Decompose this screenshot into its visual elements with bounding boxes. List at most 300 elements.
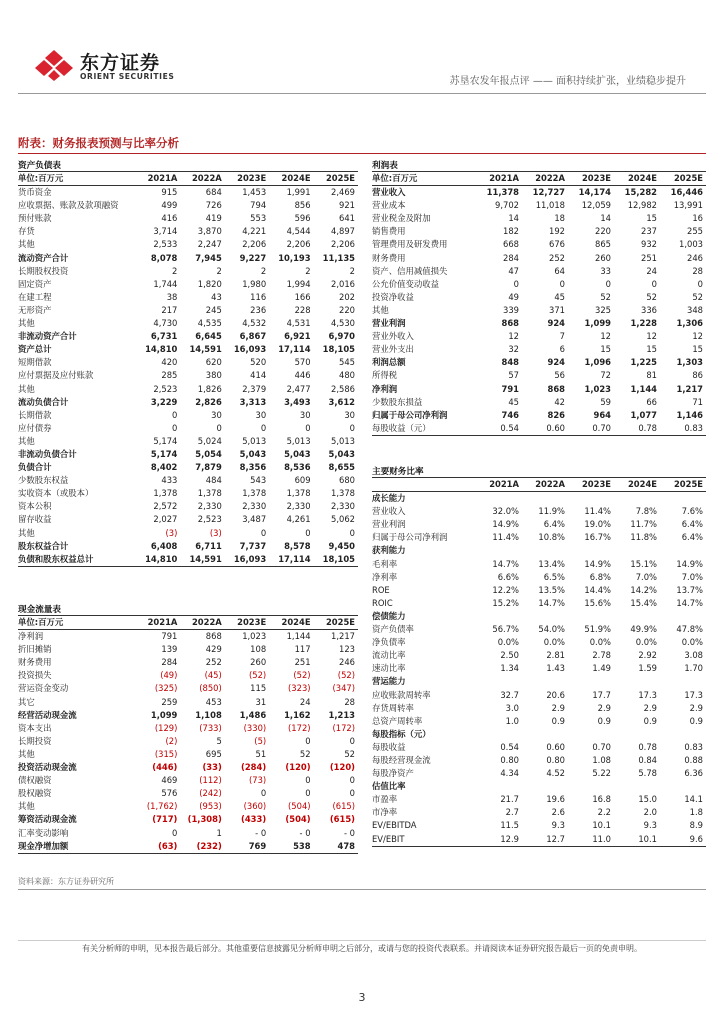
value-cell: 30: [255, 409, 267, 420]
value-cell: 676: [549, 239, 565, 250]
value-cell: (5): [254, 735, 267, 746]
value-cell: 6,921: [284, 331, 311, 342]
row-label: 其他: [18, 435, 35, 446]
value-cell: 9,227: [239, 252, 267, 263]
value-cell: 9.3: [643, 820, 657, 831]
table-row: [372, 662, 706, 675]
value-cell: 576: [161, 788, 178, 799]
value-cell: 1,820: [197, 278, 222, 289]
value-cell: 2,469: [331, 187, 355, 198]
value-cell: 2,330: [331, 501, 355, 512]
value-cell: 182: [503, 226, 519, 237]
value-cell: (232): [180, 840, 224, 854]
table-row: [372, 343, 706, 356]
logo-english-name: ORIENT SECURITIES: [80, 72, 175, 81]
value-cell: 2: [172, 265, 178, 276]
table-row: [18, 800, 358, 813]
value-cell: 56.7%: [492, 624, 519, 635]
row-label: 实收资本（或股本）: [18, 488, 94, 499]
value-cell: 17.3: [684, 689, 703, 700]
value-cell: 3.08: [684, 650, 703, 661]
value-cell: 4,532: [242, 318, 267, 329]
value-cell: 0: [216, 422, 222, 433]
value-cell: [568, 780, 614, 793]
row-label: 经营活动现金流: [18, 709, 77, 720]
value-cell: 16.8: [592, 794, 611, 805]
value-cell: 5,013: [286, 435, 311, 446]
value-cell: 7: [559, 331, 565, 342]
table-row: [372, 715, 706, 728]
value-cell: 252: [549, 252, 565, 263]
value-cell: 38: [166, 291, 178, 302]
table-row: [18, 748, 358, 761]
table-row: [372, 278, 706, 291]
value-cell: 9.3: [551, 820, 565, 831]
value-cell: 2,330: [242, 501, 267, 512]
row-label: 股权融资: [18, 788, 52, 799]
header-year-cell: 2025E: [660, 478, 706, 492]
header-year-cell: 2021A: [476, 478, 522, 492]
value-cell: 380: [205, 370, 222, 381]
header-year-cell: 2025E: [314, 172, 358, 186]
value-cell: 220: [595, 226, 611, 237]
value-cell: 5: [216, 735, 222, 746]
row-label: 货币资金: [18, 187, 52, 198]
value-cell: (45): [204, 670, 222, 681]
row-label: 投资活动现金流: [18, 762, 77, 773]
value-cell: [614, 675, 660, 688]
header-year-cell: 2024E: [614, 172, 660, 186]
value-cell: 2: [216, 265, 222, 276]
value-cell: 52: [299, 748, 311, 759]
header-year-cell: 2022A: [180, 172, 224, 186]
value-cell: 71: [692, 396, 703, 407]
value-cell: 1.43: [546, 663, 565, 674]
value-cell: 2,586: [331, 383, 355, 394]
table-row: [372, 675, 706, 688]
table-row: [372, 636, 706, 649]
value-cell: 0.9: [643, 715, 657, 726]
value-cell: 620: [205, 357, 222, 368]
value-cell: 0: [349, 775, 355, 786]
value-cell: 20.6: [546, 689, 565, 700]
value-cell: 545: [339, 357, 355, 368]
value-cell: 15.6%: [584, 597, 611, 608]
value-cell: 2,533: [153, 239, 178, 250]
value-cell: 1,378: [153, 488, 178, 499]
value-cell: 0.78: [614, 422, 660, 436]
value-cell: (330): [243, 722, 267, 733]
value-cell: 15,282: [624, 187, 657, 198]
row-label: 在建工程: [18, 291, 52, 302]
value-cell: [476, 544, 522, 557]
value-cell: 12: [508, 331, 519, 342]
value-cell: (33): [202, 762, 222, 773]
value-cell: 0: [305, 422, 311, 433]
row-label: 少数股东损益: [372, 396, 423, 407]
value-cell: 14,591: [189, 344, 222, 355]
row-label: 其他: [18, 318, 35, 329]
value-cell: 668: [503, 239, 519, 250]
table-row: [18, 527, 358, 540]
value-cell: (120): [329, 762, 355, 773]
table-row: [18, 722, 358, 735]
value-cell: 284: [161, 657, 178, 668]
value-cell: 2.9: [597, 702, 611, 713]
row-label: 销售费用: [372, 226, 406, 237]
value-cell: 11.0: [568, 833, 614, 847]
table-row: [18, 278, 358, 291]
value-cell: 420: [161, 357, 178, 368]
table-header-row: [18, 616, 358, 630]
value-cell: (49): [160, 670, 178, 681]
value-cell: 14.9%: [676, 558, 703, 569]
value-cell: 14,591: [180, 553, 224, 567]
value-cell: 2,206: [331, 239, 355, 250]
value-cell: [614, 544, 660, 557]
value-cell: 7.0%: [635, 571, 657, 582]
table-row: [372, 558, 706, 571]
row-label: 营运能力: [372, 676, 406, 687]
table-row: [372, 623, 706, 636]
value-cell: [568, 728, 614, 741]
value-cell: 6.4%: [543, 519, 565, 530]
value-cell: 2,206: [242, 239, 267, 250]
value-cell: 7.0%: [681, 571, 703, 582]
value-cell: [568, 544, 614, 557]
value-cell: 433: [161, 475, 178, 486]
value-cell: 0.0%: [635, 637, 657, 648]
row-label: 每股收益: [372, 741, 406, 752]
value-cell: 0.0%: [681, 637, 703, 648]
value-cell: 6.5%: [543, 571, 565, 582]
value-cell: 31: [255, 696, 267, 707]
value-cell: 856: [294, 200, 311, 211]
value-cell: 2.81: [546, 650, 565, 661]
header-year-cell: 2021A: [136, 616, 180, 630]
value-cell: 336: [641, 304, 657, 315]
value-cell: 166: [294, 291, 311, 302]
value-cell: 538: [269, 840, 313, 854]
value-cell: 348: [687, 304, 703, 315]
value-cell: (3): [209, 527, 222, 538]
value-cell: (315): [154, 748, 178, 759]
value-cell: [476, 675, 522, 688]
table-row: [372, 225, 706, 238]
value-cell: 5.22: [592, 768, 611, 779]
row-label: ROIC: [372, 597, 393, 608]
value-cell: 11.8%: [630, 532, 657, 543]
table-row: [372, 544, 706, 557]
value-cell: 5,174: [153, 435, 178, 446]
value-cell: 8.9: [689, 820, 703, 831]
value-cell: 4,544: [286, 226, 311, 237]
value-cell: 429: [205, 644, 222, 655]
row-label: 每股净资产: [372, 768, 414, 779]
value-cell: 12.7: [522, 833, 568, 847]
row-label: 资产、信用减值损失: [372, 265, 448, 276]
row-label: 财务费用: [18, 657, 52, 668]
value-cell: 11.5: [500, 820, 519, 831]
row-label: 留存收益: [18, 514, 52, 525]
value-cell: (323): [288, 683, 311, 694]
table-row: [18, 682, 358, 695]
value-cell: 0: [305, 527, 311, 538]
header-divider: [18, 93, 706, 94]
value-cell: 4,897: [331, 226, 355, 237]
value-cell: 220: [339, 304, 355, 315]
row-label: 其他: [18, 239, 35, 250]
value-cell: 6.8%: [589, 571, 611, 582]
value-cell: 0: [260, 422, 267, 433]
value-cell: 2.9: [551, 702, 565, 713]
value-cell: 0: [305, 788, 311, 799]
value-cell: 32.7: [500, 689, 519, 700]
row-label: 负债和股东权益总计: [18, 553, 136, 567]
value-cell: 21.7: [500, 794, 519, 805]
value-cell: 1,217: [331, 631, 355, 642]
value-cell: 15: [646, 344, 657, 355]
value-cell: 2.9: [689, 702, 703, 713]
value-cell: 6,867: [239, 331, 267, 342]
value-cell: (325): [154, 683, 178, 694]
value-cell: 52: [692, 291, 703, 302]
value-cell: 325: [595, 304, 611, 315]
row-label: 营业利润: [372, 318, 406, 329]
value-cell: 1,023: [242, 631, 267, 642]
value-cell: 921: [339, 200, 355, 211]
table-row: [18, 787, 358, 800]
row-label: 营运资金变动: [18, 683, 69, 694]
row-label: 估值比率: [372, 781, 406, 792]
value-cell: 14,810: [136, 553, 180, 567]
row-label: 营业税金及附加: [372, 213, 431, 224]
value-cell: 13,991: [673, 200, 703, 211]
value-cell: 15: [692, 344, 703, 355]
value-cell: 570: [294, 357, 311, 368]
table-row: [18, 735, 358, 748]
value-cell: 480: [339, 370, 355, 381]
table-row: [18, 304, 358, 317]
value-cell: [568, 675, 614, 688]
value-cell: 16,093: [225, 553, 269, 567]
table-row: [372, 186, 706, 200]
appendix-divider: [18, 153, 706, 154]
value-cell: 15.0: [638, 794, 657, 805]
value-cell: 641: [339, 213, 355, 224]
row-label: 利润总额: [372, 357, 406, 368]
row-label: 长期投资: [18, 735, 52, 746]
value-cell: (63): [136, 840, 180, 854]
value-cell: 414: [250, 370, 267, 381]
value-cell: (52): [293, 670, 311, 681]
value-cell: 1,108: [195, 709, 222, 720]
value-cell: 6,408: [150, 540, 178, 551]
value-cell: 2.50: [500, 650, 519, 661]
value-cell: 1.49: [592, 663, 611, 674]
value-cell: 3,313: [239, 396, 267, 407]
value-cell: 8,078: [150, 252, 178, 263]
row-label: 市盈率: [372, 794, 398, 805]
row-label: 所得税: [372, 370, 398, 381]
value-cell: 11,378: [486, 187, 519, 198]
row-label: 存货: [18, 226, 35, 237]
value-cell: (284): [241, 762, 267, 773]
table-row: [18, 774, 358, 787]
table-row: [372, 610, 706, 623]
value-cell: 12,059: [581, 200, 611, 211]
value-cell: 0: [513, 278, 519, 289]
value-cell: 14.9%: [584, 558, 611, 569]
value-cell: 339: [503, 304, 519, 315]
value-cell: [522, 780, 568, 793]
table-row: [18, 409, 358, 422]
table-row: [18, 461, 358, 474]
value-cell: 3.0: [505, 702, 519, 713]
value-cell: 0.60: [522, 422, 568, 436]
row-label: 营业收入: [372, 187, 406, 198]
value-cell: (733): [199, 722, 222, 733]
value-cell: 932: [641, 239, 657, 250]
row-label: 每股收益（元）: [372, 422, 476, 436]
table-row: [18, 317, 358, 330]
table-row: [18, 369, 358, 382]
value-cell: 915: [161, 187, 178, 198]
value-cell: 18: [554, 213, 565, 224]
value-cell: 15.1%: [630, 558, 657, 569]
table-row: [372, 767, 706, 780]
row-label: 净利润: [372, 383, 398, 394]
value-cell: 30: [299, 409, 311, 420]
value-cell: (172): [288, 722, 311, 733]
value-cell: 1,096: [584, 357, 611, 368]
row-label: 公允价值变动收益: [372, 278, 439, 289]
value-cell: - 0: [343, 827, 355, 838]
value-cell: 1,099: [584, 318, 611, 329]
value-cell: 791: [161, 631, 178, 642]
value-cell: 769: [225, 840, 269, 854]
value-cell: 2,247: [197, 239, 222, 250]
row-label: 归属于母公司净利润: [372, 532, 448, 543]
table-row: [372, 422, 706, 436]
row-label: 资本公积: [18, 501, 52, 512]
value-cell: 14.4%: [584, 584, 611, 595]
table-row: [18, 474, 358, 487]
row-label: 非流动资产合计: [18, 331, 77, 342]
value-cell: (433): [241, 814, 267, 825]
value-cell: 115: [250, 683, 267, 694]
value-cell: 0.9: [689, 715, 703, 726]
value-cell: 419: [205, 213, 222, 224]
value-cell: 695: [205, 748, 222, 759]
row-label: 少数股东权益: [18, 475, 69, 486]
value-cell: (2): [165, 735, 178, 746]
balance-sheet-title: 资产负债表: [18, 161, 61, 171]
value-cell: [476, 492, 522, 506]
value-cell: 2,027: [153, 514, 178, 525]
row-label: 其他: [18, 527, 35, 538]
value-cell: 86: [692, 370, 703, 381]
value-cell: 848: [501, 357, 519, 368]
value-cell: 3,714: [153, 226, 178, 237]
value-cell: 6,970: [328, 331, 355, 342]
value-cell: (52): [337, 670, 355, 681]
value-cell: [614, 780, 660, 793]
value-cell: 28: [692, 265, 703, 276]
value-cell: 56: [554, 370, 565, 381]
value-cell: 0: [305, 775, 311, 786]
value-cell: 24: [299, 696, 311, 707]
value-cell: (504): [288, 801, 311, 812]
value-cell: 47: [508, 265, 519, 276]
value-cell: 1,144: [630, 383, 657, 394]
value-cell: 13.5%: [538, 584, 565, 595]
value-cell: 2.92: [638, 650, 657, 661]
table-row: [18, 656, 358, 669]
table-row: [372, 741, 706, 754]
value-cell: 868: [205, 631, 222, 642]
value-cell: 4,261: [286, 514, 311, 525]
value-cell: 2,572: [153, 501, 178, 512]
value-cell: 45: [554, 291, 565, 302]
value-cell: (129): [154, 722, 178, 733]
value-cell: 2,379: [242, 383, 267, 394]
row-label: 筹资活动现金流: [18, 814, 77, 825]
row-label: 流动资产合计: [18, 252, 69, 263]
cash-flow-table: [18, 615, 358, 854]
row-label: 偿债能力: [372, 610, 406, 621]
table-row: [18, 343, 358, 356]
table-row: [372, 793, 706, 806]
value-cell: 6,711: [195, 540, 222, 551]
value-cell: 11,018: [535, 200, 565, 211]
value-cell: 59: [600, 396, 611, 407]
header-year-cell: 2023E: [225, 172, 269, 186]
value-cell: (1,308): [187, 814, 222, 825]
value-cell: 6,731: [150, 331, 178, 342]
value-cell: 30: [344, 409, 355, 420]
value-cell: 1.70: [684, 663, 703, 674]
ratios-table: [372, 477, 706, 847]
table-row: [372, 518, 706, 531]
value-cell: 4.52: [546, 768, 565, 779]
header-year-cell: 2021A: [136, 172, 180, 186]
table-row: [18, 669, 358, 682]
value-cell: 746: [501, 409, 519, 420]
row-label: 净利率: [372, 571, 398, 582]
value-cell: 0.83: [684, 741, 703, 752]
table-row: [18, 396, 358, 409]
value-cell: 284: [503, 252, 519, 263]
value-cell: 123: [339, 644, 355, 655]
value-cell: 1,306: [676, 318, 703, 329]
value-cell: 484: [205, 475, 222, 486]
table-row: [372, 252, 706, 265]
value-cell: 1,378: [197, 488, 222, 499]
value-cell: 13.4%: [538, 558, 565, 569]
value-cell: 0.0%: [543, 637, 565, 648]
value-cell: 5,043: [284, 448, 311, 459]
table-row: [372, 833, 706, 847]
value-cell: 11.7%: [630, 519, 657, 530]
row-label: 现金净增加额: [18, 840, 136, 854]
value-cell: 18,105: [322, 344, 355, 355]
value-cell: 14.2%: [630, 584, 657, 595]
row-label: EV/EBITDA: [372, 820, 417, 831]
header-year-cell: 2021A: [476, 172, 522, 186]
value-cell: 0: [172, 827, 178, 838]
row-label: 速动比率: [372, 663, 406, 674]
